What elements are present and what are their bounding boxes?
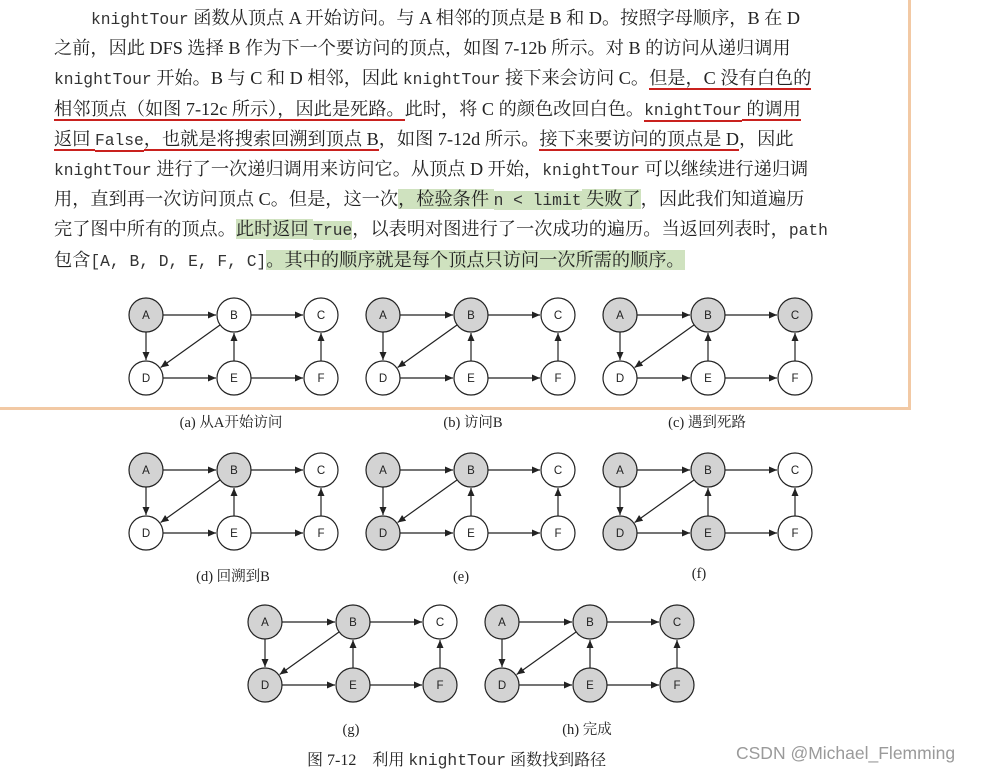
graph-diagram <box>248 605 457 738</box>
paragraph-text: 进行了一次递归调用来访问它。从顶点 D 开始， <box>151 158 543 179</box>
code-text: knightTour <box>91 10 189 29</box>
graph-diagram <box>129 298 338 431</box>
vertex-label: C <box>435 617 445 629</box>
vertex-label: E <box>586 680 594 692</box>
code-text: [A, B, D, E, F, C] <box>90 251 267 271</box>
watermark: CSDN @Michael_Flemming <box>736 743 956 763</box>
paragraph-text: 返回 <box>54 128 95 149</box>
code-text: knightTour <box>54 160 152 180</box>
vertex-label: E <box>467 528 475 540</box>
vertex-label: E <box>704 528 712 540</box>
paragraph-text: 完了图中所有的顶点。 <box>54 219 236 240</box>
vertex-label: A <box>379 310 387 322</box>
vertex-label: C <box>316 465 326 477</box>
paragraph-text: 接下来会访问 C。 <box>500 68 650 89</box>
paragraph-text: 可以继续进行递归调 <box>639 158 809 179</box>
graph-diagram <box>485 605 694 738</box>
paragraph-text: 失败了 <box>581 189 641 210</box>
figure-caption <box>307 747 606 770</box>
graph-diagram <box>129 453 338 585</box>
paragraph-text: 但是，C 没有白色的 <box>649 68 812 89</box>
vertex-label: B <box>704 310 712 322</box>
vertex-label: F <box>554 373 562 385</box>
vertex-label: D <box>378 528 388 540</box>
edge-arrow-b-d <box>280 632 340 675</box>
code-text: knightTour <box>542 160 640 180</box>
vertex-label: F <box>317 528 325 540</box>
vertex-label: F <box>673 680 681 692</box>
vertex-label: E <box>467 373 475 385</box>
graph-diagram <box>366 298 575 431</box>
code-text: knightTour <box>644 100 742 120</box>
graph-diagram <box>603 298 812 431</box>
vertex-label: B <box>467 310 475 322</box>
vertex-label: C <box>790 310 800 322</box>
vertex-label: C <box>553 465 563 477</box>
paragraph-text: ，以表明对图进行了一次成功的遍历。当返回列表时， <box>352 219 789 240</box>
code-text: path <box>788 221 828 241</box>
vertex-label: A <box>498 617 506 629</box>
paragraph-text: ，检验条件 <box>398 189 494 210</box>
vertex-label: A <box>616 310 624 322</box>
vertex-label: C <box>316 310 326 322</box>
vertex-label: B <box>349 617 357 629</box>
vertex-label: A <box>379 465 387 477</box>
paragraph-text: 包含 <box>54 249 91 270</box>
paragraph-text: ，也就是将搜索回溯到顶点 B <box>143 128 379 149</box>
paragraph-text: 。其中的顺序就是每个顶点只访问一次所需的顺序。 <box>266 249 685 270</box>
diagram-caption: (h) 完成 <box>562 722 612 738</box>
code-text: False <box>94 130 144 150</box>
code-text: n < limit <box>493 191 582 211</box>
vertex-label: F <box>554 528 562 540</box>
vertex-label: D <box>497 680 507 692</box>
vertex-label: F <box>317 373 325 385</box>
vertex-label: E <box>230 528 238 540</box>
figure-caption-code: knightTour <box>408 751 507 770</box>
diagram-caption: (a) 从A开始访问 <box>179 415 283 431</box>
diagram-caption: (f) <box>691 566 707 582</box>
paragraph-text: 开始。B 与 C 和 D 相邻，因此 <box>151 68 403 89</box>
vertex-label: A <box>142 310 150 322</box>
paragraph-text: 相邻顶点（如图 7-12c 所示），因此是死路。 <box>54 98 405 119</box>
vertex-label: A <box>616 465 624 477</box>
paragraph-text: 用，直到再一次访问顶点 C。但是，这一次 <box>54 189 399 210</box>
edge-arrow-b-d <box>635 325 695 368</box>
edge-arrow-b-d <box>517 632 577 675</box>
diagram-caption: (e) <box>452 569 470 585</box>
paragraph-text: ，如图 7-12d 所示。 <box>378 128 540 149</box>
vertex-label: E <box>349 680 357 692</box>
paragraph-text: 函数从顶点 A 开始访问。与 A 相邻的顶点是 B 和 D。按照字母顺序，B 在 D <box>188 8 801 28</box>
vertex-label: B <box>230 465 238 477</box>
vertex-label: B <box>586 617 594 629</box>
edge-arrow-b-d <box>161 480 221 523</box>
paragraph-text: 的调用 <box>741 98 801 119</box>
vertex-label: E <box>230 373 238 385</box>
paragraph-text: 此时，将 C 的颜色改回白色。 <box>404 98 645 119</box>
vertex-label: F <box>791 528 799 540</box>
vertex-label: F <box>791 373 799 385</box>
graph-diagram <box>366 453 575 585</box>
vertex-label: A <box>142 465 150 477</box>
vertex-label: D <box>260 680 270 692</box>
vertex-label: A <box>261 617 269 629</box>
vertex-label: E <box>704 373 712 385</box>
diagram-caption: (b) 访问B <box>443 415 503 431</box>
vertex-label: C <box>553 310 563 322</box>
paragraph-text: 之前，因此 DFS 选择 B 作为下一个要访问的顶点，如图 7-12b 所示。对 B 的访问从递归调用 <box>54 38 791 59</box>
edge-arrow-b-d <box>161 325 221 368</box>
paragraph-text: 此时返回 <box>235 219 314 240</box>
edge-arrow-b-d <box>398 480 458 523</box>
graph-diagram <box>603 453 812 582</box>
vertex-label: D <box>615 528 625 540</box>
figure-caption-suffix: 函数找到路径 <box>506 752 607 769</box>
diagram-caption: (c) 遇到死路 <box>668 415 746 431</box>
code-text: knightTour <box>54 70 152 90</box>
diagram-caption: (d) 回溯到B <box>196 569 270 585</box>
vertex-label: D <box>141 528 151 540</box>
vertex-label: F <box>436 680 444 692</box>
code-text: True <box>313 221 353 241</box>
paragraph-text: ，因此我们知道遍历 <box>640 189 805 210</box>
vertex-label: C <box>672 617 682 629</box>
edge-arrow-b-d <box>398 325 458 368</box>
code-text: knightTour <box>402 70 501 90</box>
vertex-label: B <box>704 465 712 477</box>
vertex-label: D <box>141 373 151 385</box>
vertex-label: D <box>615 373 625 385</box>
paragraph-text: ，因此 <box>738 128 794 149</box>
edge-arrow-b-d <box>635 480 695 523</box>
vertex-label: B <box>230 310 238 322</box>
vertex-label: B <box>467 465 475 477</box>
diagram-caption: (g) <box>342 722 360 738</box>
vertex-label: C <box>790 465 800 477</box>
figure-caption-prefix: 图 7-12 利用 <box>307 752 409 769</box>
vertex-label: D <box>378 373 388 385</box>
paragraph-text: 接下来要访问的顶点是 D <box>539 128 739 149</box>
